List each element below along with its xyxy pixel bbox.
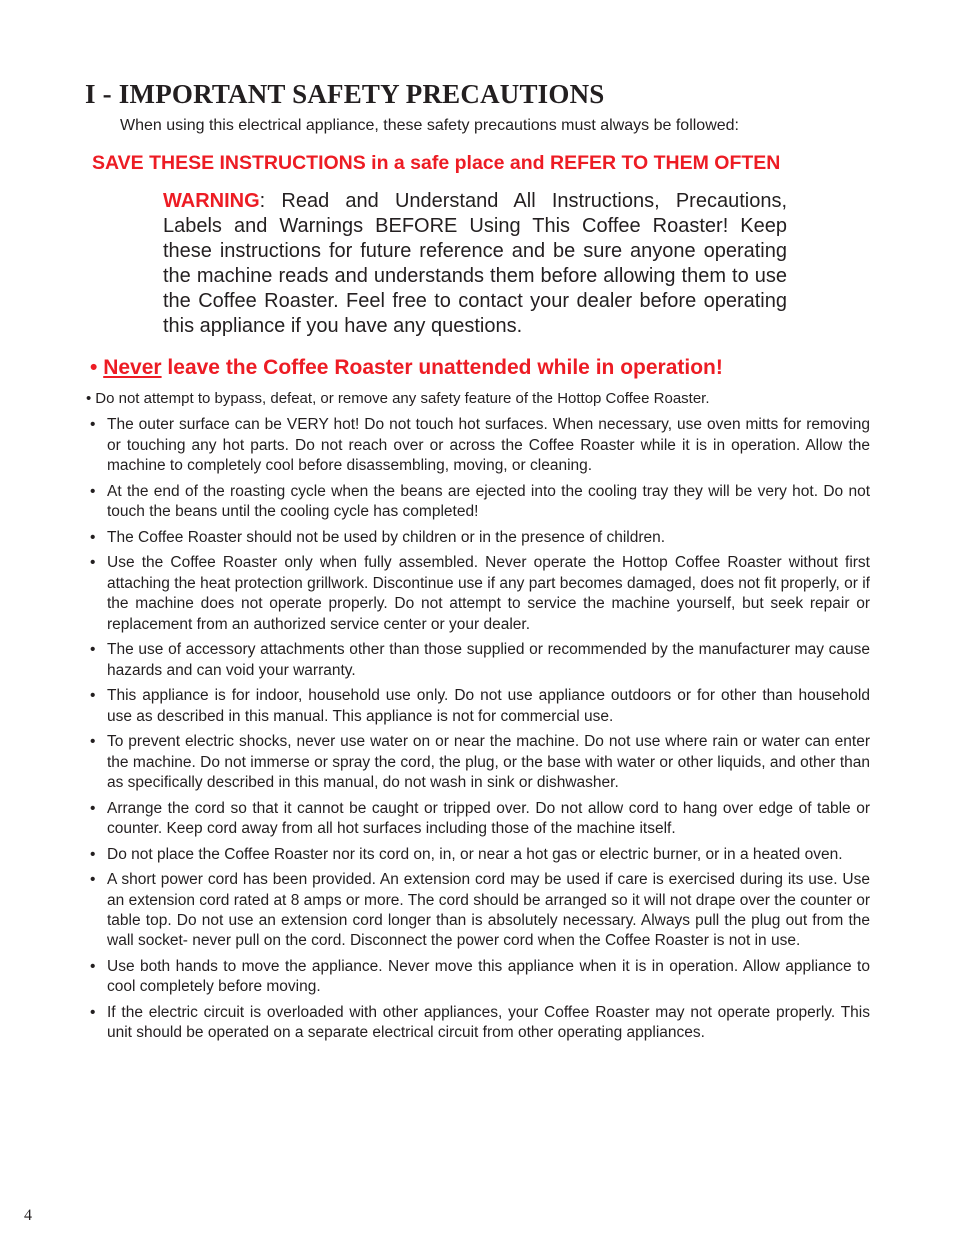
bullet-marker: •: [90, 687, 96, 705]
unattended-text: leave the Coffee Roaster unattended while in operation!: [161, 356, 723, 379]
list-item: [86, 389, 870, 409]
list-item: [86, 732, 870, 793]
warning-text: : Read and Understand All Instructions, Precautions, Labels and Warnings BEFORE Using This Coffee Roaster! Keep these instructions for future reference and be sure anyone operating the machine reads and understands them before allowing them to use the Coffee Roaster. Feel free to contact your dealer before operating this appliance if you have any questions.: [163, 190, 787, 337]
bullet-marker: •: [90, 1004, 96, 1022]
list-item-text: A short power cord has been provided. An extension cord may be used if care is exercised during its use. Use an extension cord rated at 8 amps or more. The cord should be arranged so it will not drape over the counter or table top. Do not use an extension cord longer than is absolutely necessary. Always pull the plug out from the wall socket- never pull on the cord. Disconnect the power cord when the Coffee Roaster is not in use.: [107, 871, 870, 950]
warning-block: [163, 189, 787, 339]
save-instructions-note: SAVE THESE INSTRUCTIONS in a safe place and REFER TO THEM OFTEN: [92, 152, 781, 174]
list-item: [86, 957, 870, 998]
list-item-text: The use of accessory attachments other than those supplied or recommended by the manufacturer may cause hazards and can void your warranty.: [107, 641, 870, 679]
never-emphasis: Never: [103, 356, 162, 379]
bullet-marker: •: [90, 554, 96, 572]
page-number: 4: [24, 1207, 32, 1224]
list-item-text: If the electric circuit is overloaded with other appliances, your Coffee Roaster may not operate properly. This unit should be operated on a separate electrical circuit from other operating appliances.: [107, 1004, 870, 1042]
bullet-marker: •: [90, 799, 96, 817]
list-item: [86, 1003, 870, 1044]
bullet-marker: •: [90, 871, 96, 889]
list-item-text: This appliance is for indoor, household use only. Do not use appliance outdoors or for other than household use as described in this manual. This appliance is not for commercial use.: [107, 687, 870, 725]
bullet-marker: •: [90, 958, 96, 976]
list-item-text: The outer surface can be VERY hot! Do not touch hot surfaces. When necessary, use oven mitts for removing or touching any hot parts. Do not reach over or across the Coffee Roaster while it is in operation. Allow the machine to completely cool before disassembling, moving, or cleaning.: [107, 416, 870, 475]
page-title: I - IMPORTANT SAFETY PRECAUTIONS: [85, 79, 605, 109]
bullet-marker: •: [90, 528, 96, 546]
unattended-warning: [90, 356, 723, 380]
list-item: [86, 553, 870, 635]
list-item-text: Do not attempt to bypass, defeat, or remove any safety feature of the Hottop Coffee Roaster.: [95, 390, 710, 407]
warning-label: WARNING: [163, 190, 260, 212]
intro-text: When using this electrical appliance, these safety precautions must always be followed:: [120, 117, 739, 134]
bullet-marker: •: [90, 641, 96, 659]
list-item-text: Do not place the Coffee Roaster nor its cord on, in, or near a hot gas or electric burner, or in a heated oven.: [107, 845, 843, 863]
list-item-text: Use the Coffee Roaster only when fully assembled. Never operate the Hottop Coffee Roaster without first attaching the heat protection grillwork. Discontinue use if any part becomes damaged, does not fit properly, or if the machine does not operate properly. Do not attempt to service the machine yourself, but seek repair or replacement from an authorized service center or your dealer.: [107, 554, 870, 633]
list-item: [86, 415, 870, 476]
list-item: [86, 640, 870, 681]
unattended-bullet: •: [90, 356, 98, 379]
bullet-marker: •: [90, 733, 96, 751]
bullet-marker: •: [90, 845, 96, 863]
list-item: [86, 686, 870, 727]
list-item-text: To prevent electric shocks, never use water on or near the machine. Do not use where rain or water can enter the machine. Do not immerse or spray the cord, the plug, or the base with water or other liquids, and other than as specifically described in this manual, do not wash in sink or dishwasher.: [107, 733, 870, 792]
list-item: [86, 528, 870, 548]
list-item: [86, 482, 870, 523]
list-item-text: The Coffee Roaster should not be used by children or in the presence of children.: [107, 528, 666, 546]
list-item-text: Use both hands to move the appliance. Never move this appliance when it is in operation. Allow appliance to cool completely before moving.: [107, 958, 870, 996]
list-item: [86, 799, 870, 840]
list-item-text: Arrange the cord so that it cannot be caught or tripped over. Do not allow cord to hang over edge of table or counter. Keep cord away from all hot surfaces including those of the machine itself.: [107, 799, 870, 838]
list-item: [86, 870, 870, 952]
bullet-marker: •: [90, 416, 96, 434]
precautions-list: [86, 389, 870, 1049]
list-item: [86, 845, 870, 865]
bullet-marker: •: [90, 482, 96, 500]
bullet-marker: •: [86, 390, 92, 407]
list-item-text: At the end of the roasting cycle when the beans are ejected into the cooling tray they will be very hot. Do not touch the beans until the cooling cycle has completed!: [107, 482, 870, 521]
